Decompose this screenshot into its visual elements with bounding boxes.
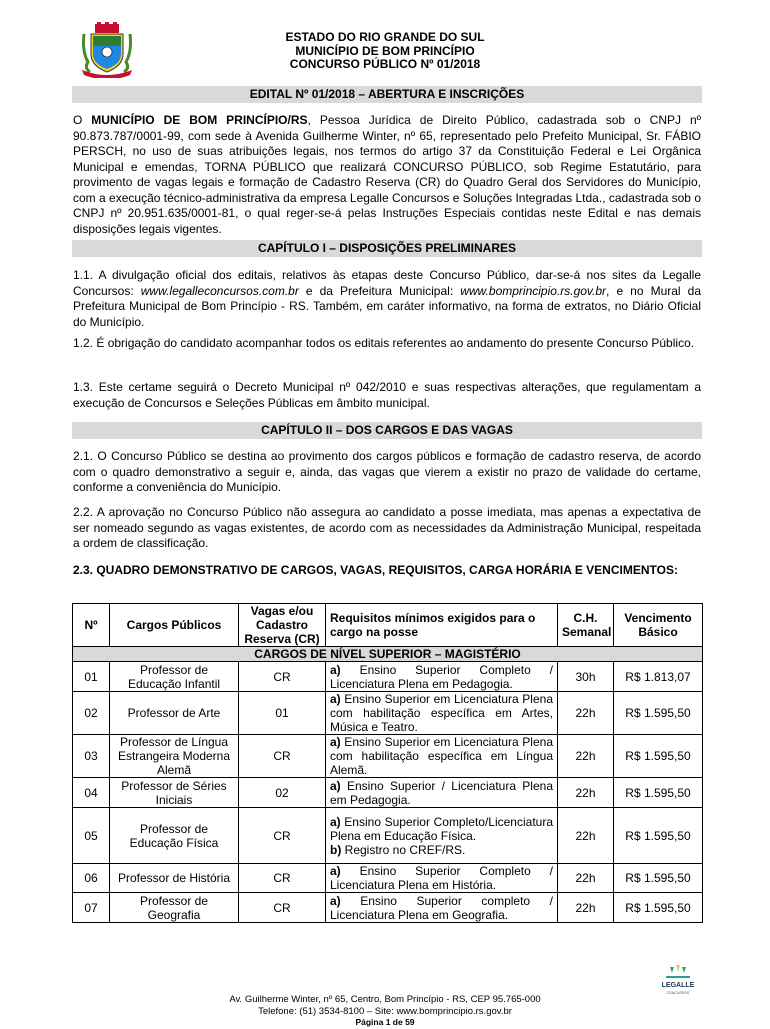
req-text-2: Registro no CREF/RS. — [341, 842, 466, 857]
footer-address: Av. Guilherme Winter, nº 65, Centro, Bom Princípio - RS, CEP 95.765-000 — [229, 994, 541, 1005]
req-text: Ensino Superior Completo/Licenciatura Plena em Educação Física. — [330, 814, 553, 843]
header-requisitos: Requisitos mínimos exigidos para o cargo na posse — [326, 604, 558, 647]
table-row — [73, 864, 703, 893]
cell-requisitos — [326, 808, 558, 864]
cell-cargo: Professor de História — [110, 864, 239, 893]
req-marker-a: a) — [330, 893, 341, 908]
paragraph-1-3: 1.3. Este certame seguirá o Decreto Municipal nº 042/2010 e suas respectivas alterações, que regulamentam a execução de Concursos e Seleções Públicas em âmbito municipal. — [73, 380, 701, 410]
paragraph-1-1-text: 1.1. A divulgação oficial dos editais, relativos às etapas deste Concurso Público, dar-se-á nos sites da Legalle Concursos: — [73, 268, 701, 298]
cell-vagas: 01 — [239, 692, 326, 735]
table-group-row — [73, 647, 703, 662]
intro-municipality: MUNICÍPIO DE BOM PRINCÍPIO/RS — [91, 113, 308, 127]
cell-cargo: Professor de Geografia — [110, 893, 239, 923]
cell-num: 04 — [73, 778, 110, 808]
req-text: Ensino Superior completo / Licenciatura Plena em Geografia. — [330, 893, 553, 922]
req-text: Ensino Superior em Licenciatura Plena com habilitação específica em Artes, Música e Teatro. — [330, 692, 553, 734]
intro-text: , Pessoa Jurídica de Direito Público, cadastrada sob o CNPJ nº 90.873.787/0001-99, com sede à Avenida Guilherme Winter, nº 65, representado pelo Prefeito Municipal, Sr. FÁBIO PERSCH, no uso de suas atribuições legais, nos termos do artigo 37 da Constituição Federal e Lei Orgânica Municipal e emendas, TORNA PÚBLICO que realizará CONCURSO PÚBLICO, sob Regime Estatutário, para provimento de vagas legais e formação de Cadastro Reserva (CR) do Quadro Geral dos Servidores do Município, com a execução técnico-administrativa da empresa Legalle Concursos e Soluções Integradas Ltda., cadastrada sob o CNPJ nº 20.951.635/0001-81, o qual reger-se-á pelas Instruções Especiais contidas neste Edital e nas demais disposições legais vigentes. — [73, 113, 701, 236]
cell-cargo: Professor de Educação Infantil — [110, 662, 239, 692]
cell-vencimento: R$ 1.595,50 — [614, 735, 703, 778]
cell-vagas: CR — [239, 662, 326, 692]
cell-vagas: CR — [239, 808, 326, 864]
cell-num: 06 — [73, 864, 110, 893]
cell-num: 05 — [73, 808, 110, 864]
cell-requisitos — [326, 735, 558, 778]
cell-cargo: Professor de Língua Estrangeira Moderna Alemã — [110, 735, 239, 778]
paragraph-1-2: 1.2. É obrigação do candidato acompanhar todos os editais referentes ao andamento do presente Concurso Público. — [73, 336, 695, 350]
cell-vencimento: R$ 1.595,50 — [614, 893, 703, 923]
header-ch: C.H. Semanal — [558, 604, 614, 647]
table-row — [73, 662, 703, 692]
cell-ch: 22h — [558, 778, 614, 808]
table-header-row — [73, 604, 703, 647]
cell-ch: 30h — [558, 662, 614, 692]
cell-requisitos — [326, 864, 558, 893]
req-text: Ensino Superior Completo / Licenciatura Plena em Pedagogia. — [330, 662, 553, 691]
cell-vencimento: R$ 1.595,50 — [614, 692, 703, 735]
cell-vencimento: R$ 1.595,50 — [614, 778, 703, 808]
cell-cargo: Professor de Arte — [110, 692, 239, 735]
cell-cargo: Professor de Educação Física — [110, 808, 239, 864]
cell-ch: 22h — [558, 735, 614, 778]
cell-ch: 22h — [558, 692, 614, 735]
cell-num: 07 — [73, 893, 110, 923]
intro-paragraph — [73, 113, 701, 237]
cell-vencimento: R$ 1.595,50 — [614, 808, 703, 864]
table-body — [73, 662, 703, 923]
legalle-site-link[interactable]: www.legalleconcursos.com.br — [140, 283, 299, 298]
cell-vagas: CR — [239, 735, 326, 778]
header-cargo: Cargos Públicos — [110, 604, 239, 647]
cell-num: 03 — [73, 735, 110, 778]
cell-ch: 22h — [558, 808, 614, 864]
paragraph-1-1-text-3: , e no Mural da Prefeitura Municipal de Bom Princípio - RS. Também, em caráter informativo, na forma de extratos, no Diário Oficial do Município. — [73, 283, 702, 329]
cell-requisitos — [326, 893, 558, 923]
table-row — [73, 893, 703, 923]
header-state: ESTADO DO RIO GRANDE DO SUL — [285, 30, 485, 44]
legalle-logo-icon — [660, 963, 696, 997]
cell-cargo: Professor de Séries Iniciais — [110, 778, 239, 808]
cell-vagas: CR — [239, 893, 326, 923]
document-header — [150, 31, 620, 72]
paragraph-1-1 — [73, 268, 701, 330]
cell-num: 01 — [73, 662, 110, 692]
req-marker-a: a) — [330, 814, 341, 829]
chapter2-title: CAPÍTULO II – DOS CARGOS E DAS VAGAS — [72, 422, 702, 439]
cell-vencimento: R$ 1.595,50 — [614, 864, 703, 893]
req-marker-b: b) — [330, 842, 342, 857]
section-2-3-title: 2.3. QUADRO DEMONSTRATIVO DE CARGOS, VAGAS, REQUISITOS, CARGA HORÁRIA E VENCIMENTOS: — [73, 563, 678, 577]
req-marker-a: a) — [330, 864, 341, 878]
table-row — [73, 808, 703, 864]
header-vagas: Vagas e/ou Cadastro Reserva (CR) — [239, 604, 326, 647]
cell-requisitos — [326, 692, 558, 735]
svg-text:LEGALLE: LEGALLE — [661, 982, 695, 989]
svg-text:CONCURSOS: CONCURSOS — [666, 991, 690, 995]
positions-table — [72, 603, 703, 923]
header-vencimento: Vencimento Básico — [614, 604, 703, 647]
cell-requisitos — [326, 778, 558, 808]
cell-vagas: CR — [239, 864, 326, 893]
req-text: Ensino Superior / Licenciatura Plena em Pedagogia. — [330, 778, 553, 807]
cell-ch: 22h — [558, 864, 614, 893]
footer-contact: Telefone: (51) 3534-8100 – Site: www.bomprincipio.rs.gov.br — [258, 1005, 512, 1017]
req-marker-a: a) — [330, 778, 341, 793]
cell-ch: 22h — [558, 893, 614, 923]
req-text: Ensino Superior Completo / Licenciatura Plena em História. — [330, 864, 553, 892]
document-footer — [150, 994, 620, 1029]
table-row — [73, 692, 703, 735]
prefeitura-site-link[interactable]: www.bomprincipio.rs.gov.br — [460, 283, 607, 298]
paragraph-2-2: 2.2. A aprovação no Concurso Público não assegura ao candidato a posse imediata, mas apenas a expectativa de ser nomeado segundo as vagas existentes, de acordo com as necessidades da Administração Municipal, respeitada a ordem de classificação. — [73, 505, 701, 550]
edital-title: EDITAL Nº 01/2018 – ABERTURA E INSCRIÇÕES — [72, 86, 702, 103]
intro-lead: O — [73, 113, 92, 127]
req-marker-a: a) — [330, 692, 341, 706]
req-marker-a: a) — [330, 735, 341, 749]
paragraph-2-1: 2.1. O Concurso Público se destina ao provimento dos cargos públicos e formação de cadastro reserva, de acordo com o quadro demonstrativo a seguir e, ainda, das vagas que vierem a existir no prazo de validade do certame, conforme a conveniência do Município. — [73, 449, 701, 494]
header-contest: CONCURSO PÚBLICO Nº 01/2018 — [289, 57, 481, 71]
paragraph-1-1-text-2: e da Prefeitura Municipal: — [298, 283, 461, 298]
header-municipality: MUNICÍPIO DE BOM PRINCÍPIO — [295, 43, 475, 58]
municipal-coat-of-arms-icon — [78, 22, 136, 78]
header-num: Nº — [73, 604, 110, 647]
cell-vencimento: R$ 1.813,07 — [614, 662, 703, 692]
req-marker-a: a) — [330, 662, 341, 677]
table-row — [73, 778, 703, 808]
chapter1-title: CAPÍTULO I – DISPOSIÇÕES PRELIMINARES — [72, 240, 702, 257]
group-label: CARGOS DE NÍVEL SUPERIOR – MAGISTÉRIO — [73, 647, 703, 662]
cell-requisitos — [326, 662, 558, 692]
table-row — [73, 735, 703, 778]
req-text: Ensino Superior em Licenciatura Plena com habilitação específica em Língua Alemã. — [330, 735, 553, 777]
cell-num: 02 — [73, 692, 110, 735]
cell-vagas: 02 — [239, 778, 326, 808]
page-number: Página 1 de 59 — [355, 1017, 415, 1027]
